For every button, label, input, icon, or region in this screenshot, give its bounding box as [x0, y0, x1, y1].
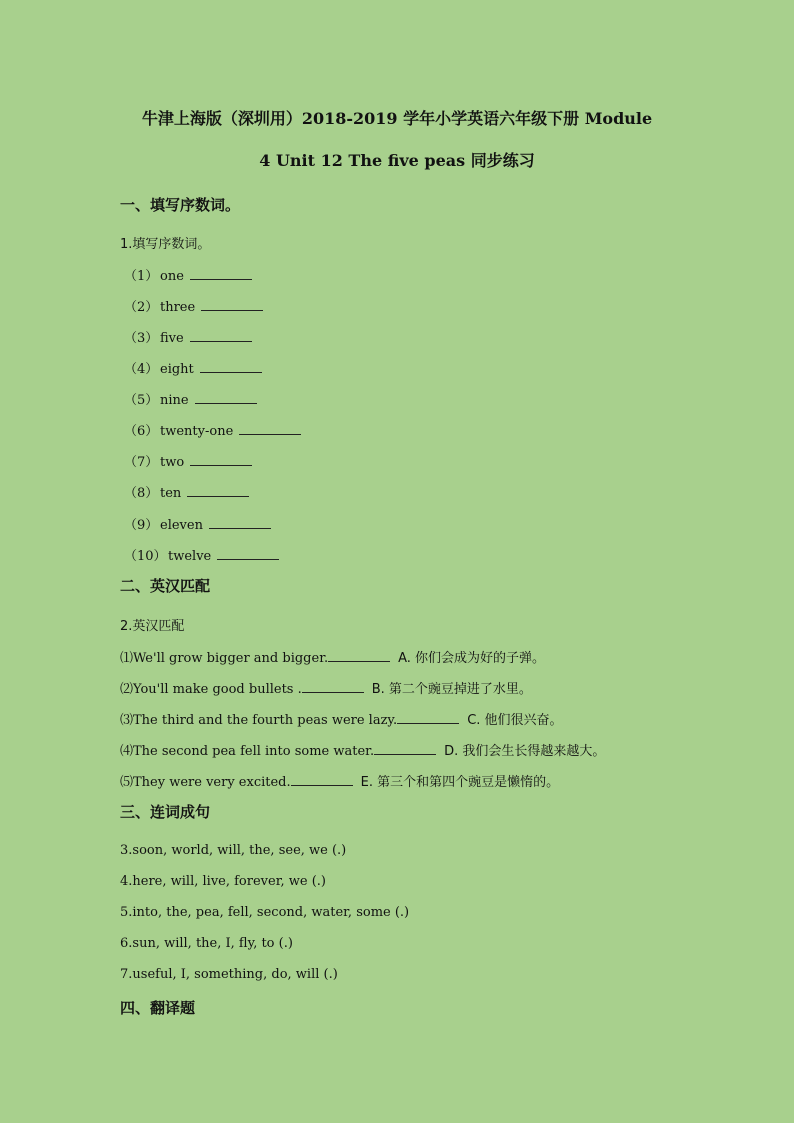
match-english: ⑴We'll grow bigger and bigger.: [120, 651, 329, 666]
item-word: five: [160, 331, 184, 346]
item-number: （2）: [124, 300, 159, 315]
ordinal-item: [124, 358, 262, 377]
sentence-item: 6.sun, will, the, I, fly, to (.): [120, 936, 293, 951]
ordinal-item: [124, 545, 279, 564]
match-item: [120, 647, 545, 666]
sentence-item: 3.soon, world, will, the, see, we (.): [120, 843, 347, 858]
item-number: （6）: [124, 424, 159, 439]
section-1-heading: 一、填写序数词。: [120, 196, 241, 214]
answer-blank[interactable]: [209, 516, 271, 529]
ordinal-item: [124, 514, 271, 533]
match-option: A. 你们会成为好的子弹。: [398, 651, 546, 666]
answer-blank[interactable]: [190, 267, 252, 280]
item-word: ten: [160, 486, 182, 501]
answer-blank[interactable]: [190, 329, 252, 342]
match-option: C. 他们很兴奋。: [467, 713, 563, 728]
match-item: [120, 709, 563, 728]
match-option: D. 我们会生长得越来越大。: [444, 744, 606, 759]
title-line-2: 4 Unit 12 The five peas 同步练习: [259, 151, 535, 170]
answer-blank[interactable]: [239, 422, 301, 435]
sentence-item: 7.useful, I, something, do, will (.): [120, 967, 338, 982]
ordinal-item: [124, 265, 252, 284]
item-word: twelve: [168, 549, 212, 564]
ordinal-item: [124, 420, 301, 439]
match-english: ⑶The third and the fourth peas were lazy.: [120, 713, 398, 728]
item-number: （7）: [124, 455, 159, 470]
item-number: （9）: [124, 518, 159, 533]
item-number: （4）: [124, 362, 159, 377]
item-number: （3）: [124, 331, 159, 346]
match-english: ⑷The second pea fell into some water.: [120, 744, 375, 759]
section-4-heading: 四、翻译题: [120, 999, 196, 1017]
ordinal-item: [124, 482, 249, 501]
item-number: （1）: [124, 269, 159, 284]
title-line-1: 牛津上海版（深圳用）2018-2019 学年小学英语六年级下册 Module: [141, 109, 653, 128]
answer-blank[interactable]: [200, 360, 262, 373]
question-2: 2.英汉匹配: [120, 619, 185, 634]
answer-blank[interactable]: [190, 453, 252, 466]
item-word: eight: [160, 362, 194, 377]
item-word: two: [160, 455, 185, 470]
item-number: （10）: [124, 549, 167, 564]
item-word: nine: [160, 393, 189, 408]
answer-blank[interactable]: [201, 298, 263, 311]
match-item: [120, 771, 559, 790]
item-number: （5）: [124, 393, 159, 408]
ordinal-item: [124, 327, 252, 346]
ordinal-item: [124, 296, 263, 315]
match-item: [120, 740, 605, 759]
answer-blank[interactable]: [302, 680, 364, 693]
sentence-item: 4.here, will, live, forever, we (.): [120, 874, 326, 889]
answer-blank[interactable]: [217, 547, 279, 560]
match-english: ⑸They were very excited.: [120, 775, 291, 790]
answer-blank[interactable]: [397, 711, 459, 724]
sentence-item: 5.into, the, pea, fell, second, water, some (.): [120, 905, 410, 920]
match-english: ⑵You'll make good bullets .: [120, 682, 302, 697]
item-word: twenty-one: [160, 424, 234, 439]
item-number: （8）: [124, 486, 159, 501]
item-word: one: [160, 269, 184, 284]
answer-blank[interactable]: [187, 484, 249, 497]
item-word: three: [160, 300, 196, 315]
ordinal-item: [124, 451, 252, 470]
section-2-heading: 二、英汉匹配: [120, 577, 211, 595]
match-option: B. 第二个豌豆掉进了水里。: [371, 682, 532, 697]
answer-blank[interactable]: [374, 742, 436, 755]
question-1: 1.填写序数词。: [120, 237, 211, 252]
answer-blank[interactable]: [195, 391, 257, 404]
ordinal-item: [124, 389, 257, 408]
match-option: E. 第三个和第四个豌豆是懒惰的。: [360, 775, 560, 790]
answer-blank[interactable]: [291, 773, 353, 786]
item-word: eleven: [160, 518, 203, 533]
answer-blank[interactable]: [328, 649, 390, 662]
match-item: [120, 678, 532, 697]
section-3-heading: 三、连词成句: [120, 803, 211, 821]
